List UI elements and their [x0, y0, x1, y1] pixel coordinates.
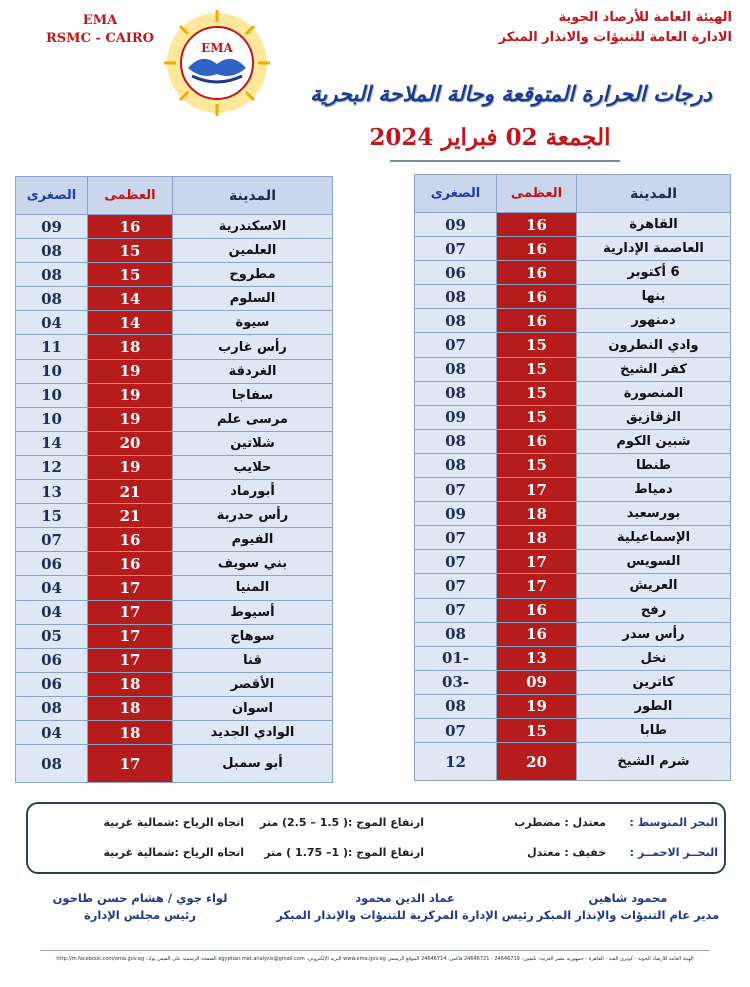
table-row	[16, 624, 333, 648]
city-cell: الغردقة	[173, 359, 333, 383]
page-title: درجات الحرارة المتوقعة وحالة الملاحة البحرية	[310, 82, 712, 106]
table-row	[16, 696, 333, 720]
city-cell: الفيوم	[173, 528, 333, 552]
min-temp-cell: 15	[16, 504, 88, 528]
signature-title: مدير عام التنبؤات والإنذار المبكر	[536, 908, 720, 922]
table-row	[415, 694, 731, 718]
city-cell: وادي النطرون	[577, 333, 731, 357]
max-temp-cell: 15	[497, 357, 577, 381]
wave-height: ارتفاع الموج :( 1.5 – 2.5) متر	[260, 816, 424, 829]
signature-name: لواء جوي / هشام حسن طاحون	[52, 891, 228, 905]
max-temp-cell: 16	[497, 285, 577, 309]
table-row	[16, 455, 333, 479]
min-temp-cell: 08	[415, 309, 497, 333]
max-temp-cell: 20	[497, 743, 577, 781]
min-temp-cell: 07	[415, 526, 497, 550]
max-temp-cell: 17	[88, 624, 173, 648]
city-cell: سفاجا	[173, 383, 333, 407]
max-temp-cell: 15	[497, 718, 577, 742]
max-temp-cell: 16	[497, 429, 577, 453]
city-cell: العلمين	[173, 239, 333, 263]
city-cell: اسوان	[173, 696, 333, 720]
city-cell: طنطا	[577, 453, 731, 477]
city-cell: نخل	[577, 646, 731, 670]
max-temp-cell: 21	[88, 480, 173, 504]
city-cell: قنا	[173, 648, 333, 672]
max-temp-cell: 19	[88, 455, 173, 479]
city-cell: المنيا	[173, 576, 333, 600]
signature-forecast-director	[518, 890, 738, 924]
header-max: العظمى	[497, 175, 577, 213]
min-temp-cell: 08	[16, 263, 88, 287]
min-temp-cell: 06	[16, 648, 88, 672]
city-cell: رأس حدربة	[173, 504, 333, 528]
max-temp-cell: 19	[88, 383, 173, 407]
sea-navigation-box	[26, 802, 726, 874]
max-temp-cell: 16	[88, 528, 173, 552]
min-temp-cell: 14	[16, 431, 88, 455]
min-temp-cell: 08	[415, 381, 497, 405]
forecast-date: الجمعة 02 فبراير 2024	[369, 124, 611, 151]
min-temp-cell: 05	[16, 624, 88, 648]
table-row	[16, 215, 333, 239]
max-temp-cell: 17	[88, 648, 173, 672]
header-min: الصغرى	[16, 177, 88, 215]
temperature-table-left	[15, 176, 333, 783]
table-row	[16, 311, 333, 335]
table-row	[415, 743, 731, 781]
table-row	[415, 622, 731, 646]
table-row	[16, 648, 333, 672]
table-row	[16, 239, 333, 263]
city-cell: الاسكندرية	[173, 215, 333, 239]
table-row	[415, 237, 731, 261]
city-cell: رأس سدر	[577, 622, 731, 646]
min-temp-cell: 04	[16, 600, 88, 624]
table-row	[415, 670, 731, 694]
max-temp-cell: 17	[497, 478, 577, 502]
table-row	[415, 213, 731, 237]
max-temp-cell: 09	[497, 670, 577, 694]
table-row	[415, 261, 731, 285]
max-temp-cell: 21	[88, 504, 173, 528]
min-temp-cell: -03	[415, 670, 497, 694]
max-temp-cell: 18	[88, 335, 173, 359]
min-temp-cell: 08	[415, 429, 497, 453]
wave-height: ارتفاع الموج :( 1– 1.75 ) متر	[264, 846, 424, 859]
table-row	[415, 526, 731, 550]
min-temp-cell: 07	[415, 478, 497, 502]
header-city: المدينة	[173, 177, 333, 215]
temperature-table-right	[414, 174, 731, 781]
city-cell: السلوم	[173, 287, 333, 311]
city-cell: شرم الشيخ	[577, 743, 731, 781]
table-header-row	[16, 177, 333, 215]
max-temp-cell: 16	[497, 213, 577, 237]
table-row	[16, 720, 333, 744]
table-row	[415, 478, 731, 502]
min-temp-cell: 04	[16, 576, 88, 600]
table-row	[16, 504, 333, 528]
min-temp-cell: 13	[16, 480, 88, 504]
logo-text: EMA	[201, 41, 233, 55]
min-temp-cell: 06	[16, 552, 88, 576]
signature-central-admin-head	[270, 890, 540, 924]
sea-name: البحــر الاحمــر :	[629, 846, 718, 859]
city-cell: شبين الكوم	[577, 429, 731, 453]
min-temp-cell: 12	[16, 455, 88, 479]
table-row	[16, 335, 333, 359]
city-cell: بني سويف	[173, 552, 333, 576]
city-cell: رأس غارب	[173, 335, 333, 359]
org-line-1: الهيئة العامة للأرصاد الجوية	[558, 10, 732, 25]
min-temp-cell: 08	[415, 453, 497, 477]
max-temp-cell: 15	[88, 263, 173, 287]
signature-name: محمود شاهين	[588, 891, 668, 905]
table-row	[16, 263, 333, 287]
city-cell: حلايب	[173, 455, 333, 479]
rsmc-label: RSMC - CAIRO	[45, 31, 155, 46]
table-row	[16, 528, 333, 552]
table-row	[16, 576, 333, 600]
max-temp-cell: 16	[88, 215, 173, 239]
date-underline	[390, 160, 620, 162]
city-cell: أسيوط	[173, 600, 333, 624]
min-temp-cell: 07	[415, 718, 497, 742]
max-temp-cell: 19	[88, 407, 173, 431]
signature-title: رئيس الإدارة المركزية للتنبؤات والإنذار المبكر	[276, 908, 534, 922]
min-temp-cell: 08	[415, 622, 497, 646]
max-temp-cell: 18	[497, 526, 577, 550]
table-row	[16, 383, 333, 407]
table-row	[415, 718, 731, 742]
city-cell: العريش	[577, 574, 731, 598]
table-row	[415, 574, 731, 598]
max-temp-cell: 18	[497, 502, 577, 526]
min-temp-cell: 07	[415, 237, 497, 261]
min-temp-cell: 07	[415, 550, 497, 574]
table-row	[16, 431, 333, 455]
sea-state: معتدل : مضطرب	[514, 816, 606, 829]
city-cell: أبو سمبل	[173, 745, 333, 783]
header-min: الصغرى	[415, 175, 497, 213]
max-temp-cell: 19	[497, 694, 577, 718]
max-temp-cell: 15	[497, 453, 577, 477]
table-row	[415, 502, 731, 526]
city-cell: رفح	[577, 598, 731, 622]
min-temp-cell: 10	[16, 359, 88, 383]
min-temp-cell: 11	[16, 335, 88, 359]
min-temp-cell: 08	[415, 285, 497, 309]
table-row	[16, 287, 333, 311]
min-temp-cell: 08	[16, 745, 88, 783]
max-temp-cell: 17	[88, 576, 173, 600]
min-temp-cell: 08	[16, 239, 88, 263]
table-row	[415, 453, 731, 477]
organization-header	[472, 8, 732, 48]
min-temp-cell: 04	[16, 311, 88, 335]
city-cell: كاترين	[577, 670, 731, 694]
table-row	[16, 480, 333, 504]
max-temp-cell: 14	[88, 311, 173, 335]
city-cell: الزقازيق	[577, 405, 731, 429]
min-temp-cell: 08	[16, 696, 88, 720]
org-line-2: الادارة العامة للتنبؤات والانذار المبكر	[498, 30, 732, 45]
table-row	[415, 357, 731, 381]
min-temp-cell: 04	[16, 720, 88, 744]
city-cell: مرسى علم	[173, 407, 333, 431]
table-row	[415, 285, 731, 309]
max-temp-cell: 15	[497, 333, 577, 357]
city-cell: كفر الشيخ	[577, 357, 731, 381]
city-cell: بورسعيد	[577, 502, 731, 526]
max-temp-cell: 15	[497, 381, 577, 405]
max-temp-cell: 17	[88, 745, 173, 783]
max-temp-cell: 16	[497, 237, 577, 261]
sea-state: خفيف : معتدل	[527, 846, 606, 859]
min-temp-cell: -01	[415, 646, 497, 670]
max-temp-cell: 15	[497, 405, 577, 429]
sea-name: البحر المتوسط :	[629, 816, 718, 829]
max-temp-cell: 15	[88, 239, 173, 263]
max-temp-cell: 16	[497, 309, 577, 333]
footer-divider	[40, 950, 710, 951]
city-cell: القاهرة	[577, 213, 731, 237]
city-cell: مطروح	[173, 263, 333, 287]
city-cell: طابا	[577, 718, 731, 742]
table-row	[415, 598, 731, 622]
signature-board-chairman	[40, 890, 240, 924]
min-temp-cell: 12	[415, 743, 497, 781]
max-temp-cell: 16	[88, 552, 173, 576]
city-cell: بنها	[577, 285, 731, 309]
max-temp-cell: 16	[497, 261, 577, 285]
city-cell: الأقصر	[173, 672, 333, 696]
max-temp-cell: 18	[88, 720, 173, 744]
max-temp-cell: 17	[88, 600, 173, 624]
min-temp-cell: 09	[16, 215, 88, 239]
city-cell: سوهاج	[173, 624, 333, 648]
ema-rsmc-label	[30, 12, 170, 48]
ema-logo-icon	[162, 8, 272, 118]
max-temp-cell: 13	[497, 646, 577, 670]
city-cell: سيوة	[173, 311, 333, 335]
max-temp-cell: 18	[88, 672, 173, 696]
ema-label: EMA	[82, 13, 118, 28]
min-temp-cell: 09	[415, 405, 497, 429]
table-row	[415, 646, 731, 670]
table-row	[415, 550, 731, 574]
header-max: العظمى	[88, 177, 173, 215]
min-temp-cell: 08	[16, 287, 88, 311]
max-temp-cell: 16	[497, 622, 577, 646]
min-temp-cell: 09	[415, 213, 497, 237]
table-row	[16, 407, 333, 431]
max-temp-cell: 18	[88, 696, 173, 720]
table-row	[415, 381, 731, 405]
city-cell: الإسماعيلية	[577, 526, 731, 550]
city-cell: السويس	[577, 550, 731, 574]
max-temp-cell: 17	[497, 574, 577, 598]
min-temp-cell: 09	[415, 502, 497, 526]
max-temp-cell: 14	[88, 287, 173, 311]
min-temp-cell: 10	[16, 383, 88, 407]
footer-contact: الهيئة العامة للأرصاد الجوية - كوبري القبة - القاهرة - جمهورية مصر العربية- تليفون: 24646719 - 24646721 فاكس: 24646714 الموقع الرسمي www.ema.gov.eg البريد الإلكتروني: egyptian.met.analysis@gmail.com الصفحة الرسمية على الفيس بوك: http://m.facebook.com/ema.gov.eg	[56, 956, 694, 962]
min-temp-cell: 10	[16, 407, 88, 431]
table-row	[415, 309, 731, 333]
min-temp-cell: 08	[415, 694, 497, 718]
city-cell: الطور	[577, 694, 731, 718]
max-temp-cell: 17	[497, 550, 577, 574]
city-cell: المنصورة	[577, 381, 731, 405]
table-row	[16, 600, 333, 624]
table-row	[415, 405, 731, 429]
min-temp-cell: 06	[415, 261, 497, 285]
min-temp-cell: 07	[415, 574, 497, 598]
wind-direction: اتجاه الرياح :شمالية غربية	[103, 816, 244, 829]
header-city: المدينة	[577, 175, 731, 213]
max-temp-cell: 16	[497, 598, 577, 622]
city-cell: دمنهور	[577, 309, 731, 333]
city-cell: دمياط	[577, 478, 731, 502]
city-cell: الوادي الجديد	[173, 720, 333, 744]
table-row	[415, 333, 731, 357]
table-header-row	[415, 175, 731, 213]
signature-title: رئيس مجلس الإدارة	[83, 908, 196, 922]
table-row	[16, 359, 333, 383]
wind-direction: اتجاه الرياح :شمالية غربية	[103, 846, 244, 859]
sea-row-red-sea	[28, 846, 724, 866]
table-row	[16, 672, 333, 696]
table-row	[16, 745, 333, 783]
signature-name: عماد الدين محمود	[355, 891, 455, 905]
city-cell: شلاتين	[173, 431, 333, 455]
min-temp-cell: 08	[415, 357, 497, 381]
max-temp-cell: 20	[88, 431, 173, 455]
sea-row-mediterranean	[28, 816, 724, 836]
table-row	[415, 429, 731, 453]
table-row	[16, 552, 333, 576]
city-cell: العاصمة الإدارية	[577, 237, 731, 261]
max-temp-cell: 19	[88, 359, 173, 383]
min-temp-cell: 06	[16, 672, 88, 696]
city-cell: 6 أكتوبر	[577, 261, 731, 285]
min-temp-cell: 07	[16, 528, 88, 552]
min-temp-cell: 07	[415, 333, 497, 357]
city-cell: أبورماد	[173, 480, 333, 504]
min-temp-cell: 07	[415, 598, 497, 622]
